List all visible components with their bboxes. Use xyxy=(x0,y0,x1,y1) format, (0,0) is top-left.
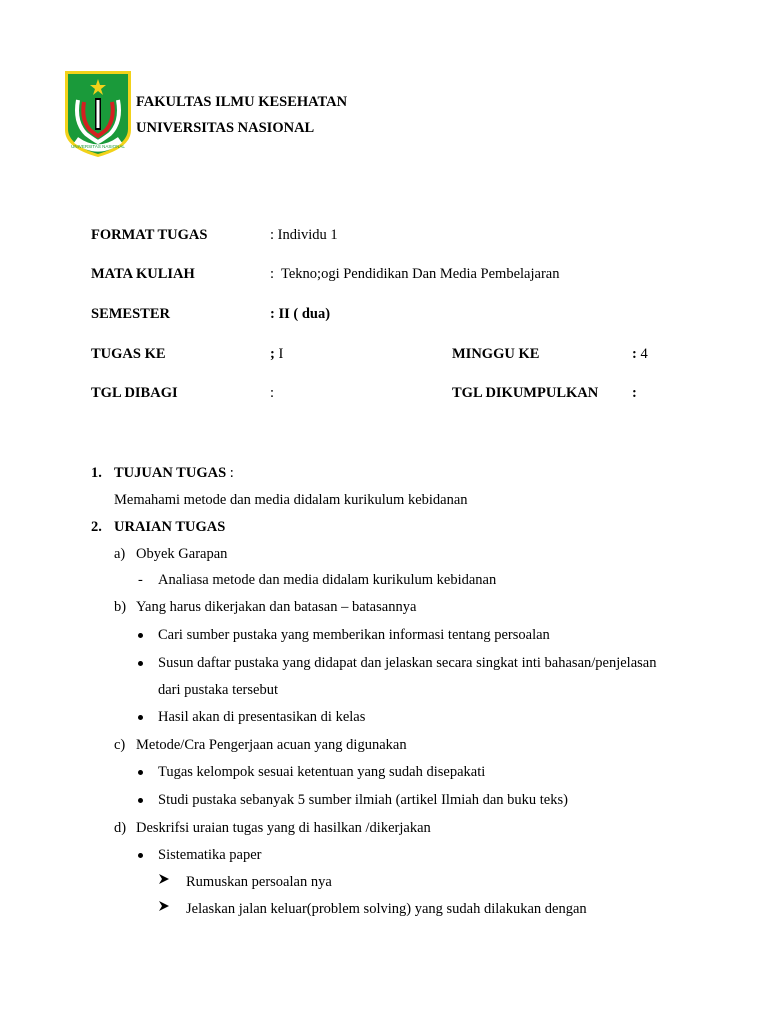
bullet-icon xyxy=(138,798,143,803)
section-1-title: TUJUAN TUGAS xyxy=(114,465,227,481)
section-1-heading xyxy=(114,465,234,482)
item-b-bullet-1: Cari sumber pustaka yang memberikan informasi tentang persoalan xyxy=(158,627,550,643)
university-logo xyxy=(64,70,132,158)
item-d-subitem-2: Jelaskan jalan keluar(problem solving) yang sudah dilakukan dengan xyxy=(186,901,587,917)
bullet-icon xyxy=(138,770,143,775)
minggu-label: MINGGU KE xyxy=(452,346,540,362)
item-d-label: d) xyxy=(114,820,127,836)
format-label: FORMAT TUGAS xyxy=(91,227,208,243)
minggu-number: 4 xyxy=(636,346,648,362)
arrowhead-bullet-icon xyxy=(158,900,170,912)
bullet-icon xyxy=(138,661,143,666)
item-b-bullet-2-line-2: dari pustaka tersebut xyxy=(158,682,278,698)
matkul-label: MATA KULIAH xyxy=(91,266,195,282)
item-d-text: Deskrifsi uraian tugas yang di hasilkan /dikerjakan xyxy=(136,820,431,836)
dash-marker: - xyxy=(138,572,143,588)
logo-text: UNIVERSITAS NASIONAL xyxy=(71,144,125,149)
item-d-subitem-1: Rumuskan persoalan nya xyxy=(186,874,332,890)
item-b-bullet-3: Hasil akan di presentasikan di kelas xyxy=(158,709,366,725)
item-b-bullet-2-line-1: Susun daftar pustaka yang didapat dan jelaskan secara singkat inti bahasan/penjelasan xyxy=(158,655,657,671)
tgl-dibagi-value: : xyxy=(270,385,275,401)
tugas-label: TUGAS KE xyxy=(91,346,166,362)
semester-value: : II ( dua) xyxy=(270,306,331,322)
tgl-kumpul-label: TGL DIKUMPULKAN xyxy=(452,385,599,401)
bullet-icon xyxy=(138,853,143,858)
tugas-separator: ; xyxy=(270,346,275,362)
item-c-label: c) xyxy=(114,737,126,753)
university-name: UNIVERSITAS NASIONAL xyxy=(136,120,315,136)
item-a-subitem: Analiasa metode dan media didalam kurikulum kebidanan xyxy=(158,572,497,588)
section-1-colon: : xyxy=(226,465,234,481)
item-b-text: Yang harus dikerjakan dan batasan – batasannya xyxy=(136,599,417,615)
bullet-icon xyxy=(138,715,143,720)
tugas-value xyxy=(270,346,283,363)
faculty-name: FAKULTAS ILMU KESEHATAN xyxy=(136,94,348,110)
item-a-label: a) xyxy=(114,546,126,562)
item-a-text: Obyek Garapan xyxy=(136,546,228,562)
arrowhead-bullet-icon xyxy=(158,873,170,885)
tgl-kumpul-value: : xyxy=(632,385,637,401)
item-d-bullet-1: Sistematika paper xyxy=(158,847,262,863)
item-c-bullet-2: Studi pustaka sebanyak 5 sumber ilmiah (artikel Ilmiah dan buku teks) xyxy=(158,792,568,808)
section-1-number: 1. xyxy=(91,465,102,481)
section-2-title: URAIAN TUGAS xyxy=(114,519,226,535)
semester-label: SEMESTER xyxy=(91,306,170,322)
tgl-dibagi-label: TGL DIBAGI xyxy=(91,385,178,401)
minggu-value xyxy=(632,346,648,363)
item-c-bullet-1: Tugas kelompok sesuai ketentuan yang sudah disepakati xyxy=(158,764,486,780)
matkul-value: : Tekno;ogi Pendidikan Dan Media Pembelajaran xyxy=(270,266,560,282)
bullet-icon xyxy=(138,633,143,638)
section-2-number: 2. xyxy=(91,519,102,535)
minggu-separator: : xyxy=(632,346,637,362)
format-value: : Individu 1 xyxy=(270,227,338,243)
item-b-label: b) xyxy=(114,599,127,615)
item-c-text: Metode/Cra Pengerjaan acuan yang digunakan xyxy=(136,737,407,753)
tugas-number: I xyxy=(274,346,284,362)
section-1-text: Memahami metode dan media didalam kurikulum kebidanan xyxy=(114,492,468,508)
